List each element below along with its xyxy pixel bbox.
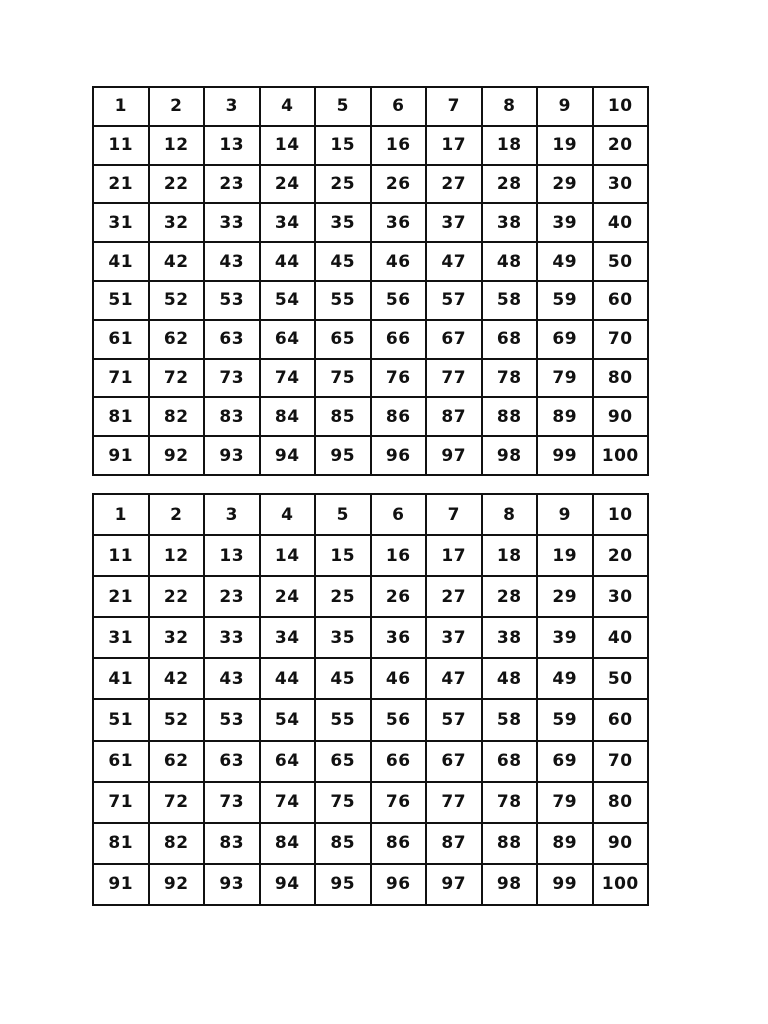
- number-cell: 47: [426, 658, 482, 699]
- number-cell: 89: [537, 823, 593, 864]
- number-cell: 59: [537, 699, 593, 740]
- number-cell: 10: [593, 87, 649, 126]
- number-cell: 28: [482, 576, 538, 617]
- number-cell: 41: [93, 658, 149, 699]
- number-cell: 40: [593, 617, 649, 658]
- number-cell: 97: [426, 436, 482, 475]
- number-cell: 58: [482, 699, 538, 740]
- number-cell: 3: [204, 494, 260, 535]
- number-cell: 61: [93, 320, 149, 359]
- number-cell: 51: [93, 699, 149, 740]
- number-cell: 83: [204, 397, 260, 436]
- grid-row: [93, 281, 648, 320]
- number-cell: 3: [204, 87, 260, 126]
- number-cell: 44: [260, 242, 316, 281]
- number-cell: 94: [260, 864, 316, 905]
- number-cell: 63: [204, 741, 260, 782]
- number-cell: 19: [537, 126, 593, 165]
- number-cell: 52: [149, 699, 205, 740]
- number-cell: 77: [426, 782, 482, 823]
- number-cell: 96: [371, 864, 427, 905]
- number-cell: 25: [315, 576, 371, 617]
- number-cell: 30: [593, 165, 649, 204]
- number-cell: 8: [482, 494, 538, 535]
- grid-row: [93, 126, 648, 165]
- number-cell: 4: [260, 87, 316, 126]
- number-cell: 43: [204, 658, 260, 699]
- grid-row: [93, 494, 648, 535]
- number-cell: 11: [93, 126, 149, 165]
- number-cell: 21: [93, 576, 149, 617]
- number-cell: 73: [204, 359, 260, 398]
- number-cell: 2: [149, 87, 205, 126]
- number-cell: 49: [537, 658, 593, 699]
- number-cell: 54: [260, 281, 316, 320]
- number-cell: 43: [204, 242, 260, 281]
- grid-row: [93, 617, 648, 658]
- grid-row: [93, 165, 648, 204]
- number-cell: 52: [149, 281, 205, 320]
- number-cell: 68: [482, 741, 538, 782]
- grid-row: [93, 203, 648, 242]
- number-cell: 82: [149, 823, 205, 864]
- number-cell: 94: [260, 436, 316, 475]
- number-cell: 37: [426, 617, 482, 658]
- number-cell: 9: [537, 87, 593, 126]
- number-cell: 38: [482, 617, 538, 658]
- number-cell: 76: [371, 359, 427, 398]
- number-cell: 22: [149, 576, 205, 617]
- number-cell: 74: [260, 782, 316, 823]
- number-cell: 96: [371, 436, 427, 475]
- number-cell: 34: [260, 617, 316, 658]
- number-cell: 14: [260, 126, 316, 165]
- number-cell: 60: [593, 281, 649, 320]
- number-cell: 87: [426, 397, 482, 436]
- number-cell: 18: [482, 535, 538, 576]
- number-cell: 13: [204, 535, 260, 576]
- number-cell: 63: [204, 320, 260, 359]
- number-cell: 54: [260, 699, 316, 740]
- number-cell: 55: [315, 281, 371, 320]
- number-cell: 74: [260, 359, 316, 398]
- number-cell: 34: [260, 203, 316, 242]
- number-cell: 88: [482, 397, 538, 436]
- number-cell: 100: [593, 436, 649, 475]
- number-cell: 12: [149, 126, 205, 165]
- number-cell: 39: [537, 203, 593, 242]
- number-cell: 18: [482, 126, 538, 165]
- grid-row: [93, 535, 648, 576]
- number-cell: 62: [149, 320, 205, 359]
- grid-row: [93, 864, 648, 905]
- number-cell: 33: [204, 203, 260, 242]
- number-cell: 87: [426, 823, 482, 864]
- number-cell: 21: [93, 165, 149, 204]
- number-cell: 58: [482, 281, 538, 320]
- number-cell: 39: [537, 617, 593, 658]
- number-cell: 95: [315, 864, 371, 905]
- grid-row: [93, 741, 648, 782]
- number-cell: 86: [371, 823, 427, 864]
- number-cell: 92: [149, 864, 205, 905]
- number-cell: 29: [537, 165, 593, 204]
- number-cell: 48: [482, 658, 538, 699]
- number-cell: 78: [482, 782, 538, 823]
- number-cell: 85: [315, 397, 371, 436]
- grid-row: [93, 658, 648, 699]
- number-cell: 82: [149, 397, 205, 436]
- number-cell: 99: [537, 436, 593, 475]
- number-cell: 53: [204, 281, 260, 320]
- number-cell: 20: [593, 535, 649, 576]
- grid-row: [93, 823, 648, 864]
- number-cell: 41: [93, 242, 149, 281]
- number-cell: 77: [426, 359, 482, 398]
- number-cell: 27: [426, 576, 482, 617]
- number-cell: 68: [482, 320, 538, 359]
- number-cell: 36: [371, 203, 427, 242]
- number-cell: 1: [93, 494, 149, 535]
- number-cell: 19: [537, 535, 593, 576]
- number-cell: 98: [482, 864, 538, 905]
- number-cell: 95: [315, 436, 371, 475]
- number-cell: 66: [371, 741, 427, 782]
- number-cell: 5: [315, 87, 371, 126]
- number-cell: 65: [315, 320, 371, 359]
- number-cell: 79: [537, 782, 593, 823]
- number-cell: 45: [315, 242, 371, 281]
- number-cell: 28: [482, 165, 538, 204]
- number-cell: 32: [149, 203, 205, 242]
- number-cell: 29: [537, 576, 593, 617]
- number-cell: 92: [149, 436, 205, 475]
- number-cell: 64: [260, 741, 316, 782]
- number-cell: 14: [260, 535, 316, 576]
- number-cell: 80: [593, 359, 649, 398]
- number-cell: 37: [426, 203, 482, 242]
- number-cell: 6: [371, 87, 427, 126]
- number-cell: 50: [593, 242, 649, 281]
- number-cell: 7: [426, 87, 482, 126]
- grid-row: [93, 359, 648, 398]
- number-cell: 89: [537, 397, 593, 436]
- number-cell: 27: [426, 165, 482, 204]
- number-cell: 83: [204, 823, 260, 864]
- number-cell: 2: [149, 494, 205, 535]
- number-cell: 42: [149, 242, 205, 281]
- grid-row: [93, 87, 648, 126]
- number-cell: 26: [371, 165, 427, 204]
- number-cell: 72: [149, 782, 205, 823]
- number-cell: 75: [315, 359, 371, 398]
- number-cell: 49: [537, 242, 593, 281]
- number-cell: 84: [260, 397, 316, 436]
- number-cell: 32: [149, 617, 205, 658]
- number-cell: 35: [315, 203, 371, 242]
- number-cell: 1: [93, 87, 149, 126]
- number-cell: 47: [426, 242, 482, 281]
- number-cell: 86: [371, 397, 427, 436]
- number-cell: 50: [593, 658, 649, 699]
- number-cell: 59: [537, 281, 593, 320]
- number-cell: 73: [204, 782, 260, 823]
- number-cell: 12: [149, 535, 205, 576]
- number-cell: 35: [315, 617, 371, 658]
- number-cell: 80: [593, 782, 649, 823]
- number-cell: 4: [260, 494, 316, 535]
- number-cell: 8: [482, 87, 538, 126]
- number-cell: 11: [93, 535, 149, 576]
- number-cell: 98: [482, 436, 538, 475]
- number-cell: 85: [315, 823, 371, 864]
- number-cell: 81: [93, 823, 149, 864]
- grid-row: [93, 320, 648, 359]
- number-cell: 78: [482, 359, 538, 398]
- number-cell: 40: [593, 203, 649, 242]
- number-cell: 69: [537, 741, 593, 782]
- number-cell: 31: [93, 617, 149, 658]
- number-cell: 90: [593, 823, 649, 864]
- number-cell: 15: [315, 535, 371, 576]
- number-cell: 55: [315, 699, 371, 740]
- number-cell: 15: [315, 126, 371, 165]
- grid-row: [93, 699, 648, 740]
- number-cell: 67: [426, 320, 482, 359]
- number-cell: 23: [204, 576, 260, 617]
- number-cell: 100: [593, 864, 649, 905]
- number-cell: 36: [371, 617, 427, 658]
- number-cell: 16: [371, 126, 427, 165]
- number-cell: 79: [537, 359, 593, 398]
- number-cell: 5: [315, 494, 371, 535]
- number-cell: 44: [260, 658, 316, 699]
- hundred-chart-bottom: [92, 493, 649, 906]
- number-cell: 88: [482, 823, 538, 864]
- number-cell: 38: [482, 203, 538, 242]
- number-cell: 33: [204, 617, 260, 658]
- number-cell: 64: [260, 320, 316, 359]
- number-cell: 24: [260, 165, 316, 204]
- number-cell: 45: [315, 658, 371, 699]
- number-cell: 69: [537, 320, 593, 359]
- number-cell: 62: [149, 741, 205, 782]
- number-cell: 70: [593, 320, 649, 359]
- number-cell: 72: [149, 359, 205, 398]
- number-cell: 31: [93, 203, 149, 242]
- number-cell: 93: [204, 864, 260, 905]
- number-cell: 99: [537, 864, 593, 905]
- number-cell: 46: [371, 658, 427, 699]
- number-cell: 93: [204, 436, 260, 475]
- number-cell: 91: [93, 436, 149, 475]
- number-cell: 26: [371, 576, 427, 617]
- number-cell: 71: [93, 359, 149, 398]
- grid-row: [93, 782, 648, 823]
- number-cell: 9: [537, 494, 593, 535]
- number-cell: 48: [482, 242, 538, 281]
- number-cell: 81: [93, 397, 149, 436]
- number-cell: 16: [371, 535, 427, 576]
- number-cell: 71: [93, 782, 149, 823]
- number-cell: 30: [593, 576, 649, 617]
- number-cell: 67: [426, 741, 482, 782]
- number-cell: 13: [204, 126, 260, 165]
- number-cell: 61: [93, 741, 149, 782]
- hundred-chart-top: [92, 86, 649, 476]
- number-cell: 66: [371, 320, 427, 359]
- number-cell: 90: [593, 397, 649, 436]
- number-cell: 56: [371, 281, 427, 320]
- grid-row: [93, 397, 648, 436]
- number-cell: 25: [315, 165, 371, 204]
- number-cell: 65: [315, 741, 371, 782]
- number-cell: 57: [426, 699, 482, 740]
- number-cell: 84: [260, 823, 316, 864]
- number-cell: 91: [93, 864, 149, 905]
- number-cell: 53: [204, 699, 260, 740]
- grid-row: [93, 436, 648, 475]
- number-cell: 70: [593, 741, 649, 782]
- number-cell: 42: [149, 658, 205, 699]
- number-cell: 51: [93, 281, 149, 320]
- number-cell: 46: [371, 242, 427, 281]
- number-cell: 76: [371, 782, 427, 823]
- number-cell: 20: [593, 126, 649, 165]
- number-cell: 6: [371, 494, 427, 535]
- number-cell: 7: [426, 494, 482, 535]
- number-cell: 97: [426, 864, 482, 905]
- number-cell: 17: [426, 126, 482, 165]
- number-cell: 56: [371, 699, 427, 740]
- number-cell: 24: [260, 576, 316, 617]
- number-cell: 17: [426, 535, 482, 576]
- grid-row: [93, 242, 648, 281]
- number-cell: 10: [593, 494, 649, 535]
- number-cell: 75: [315, 782, 371, 823]
- number-cell: 60: [593, 699, 649, 740]
- number-cell: 23: [204, 165, 260, 204]
- number-cell: 57: [426, 281, 482, 320]
- number-cell: 22: [149, 165, 205, 204]
- grid-row: [93, 576, 648, 617]
